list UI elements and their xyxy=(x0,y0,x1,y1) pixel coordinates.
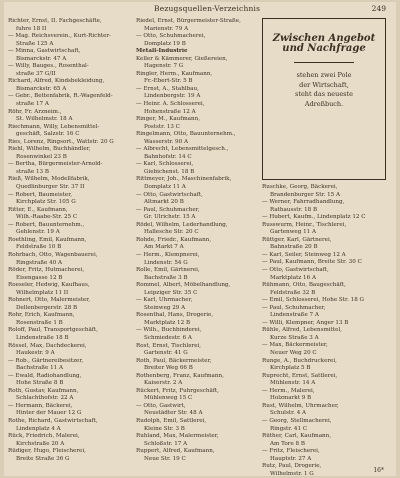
directory-entry: Röder, Fritz, Hutmacherei, xyxy=(8,267,85,274)
directory-entry: Hallesche Str. 20 C xyxy=(144,229,199,236)
directory-entry: Röhr, Fr. Arzneim., xyxy=(8,108,62,115)
directory-entry: — Paul, Schuhmacher, xyxy=(262,304,326,311)
directory-entry: Wilhelmplatz 11 II xyxy=(16,289,69,296)
directory-entry: Rüdiger, Hugo, Fleischerei, xyxy=(8,448,86,455)
directory-entry: — Otto, Schuhmacherei, xyxy=(136,33,206,40)
directory-entry: Bahnstraße 20 B xyxy=(270,244,318,251)
directory-entry: Roethling, Emil, Kaufmann, xyxy=(8,236,87,243)
directory-entry: Schmiedestr. 6 A xyxy=(144,334,192,341)
ad-heading-line-2: und Nachfrage xyxy=(282,42,366,54)
directory-entry: Rosenwinkel 23 B xyxy=(16,153,67,160)
directory-entry: Hohenstraße 12 A xyxy=(144,108,196,115)
directory-entry: — Herm., Malerei, xyxy=(262,387,315,394)
directory-entry: Rieß, Wilhelm, Modellfabrik, xyxy=(8,176,90,183)
directory-entry: Mühlenstr. 14 A xyxy=(270,380,316,387)
directory-entry: Gartenstr. 41 G xyxy=(144,350,188,357)
directory-entry: Kaiserstr. 2 A xyxy=(144,380,183,387)
page-number: 249 xyxy=(371,4,386,13)
directory-entry: Runge, A., Buchdruckerei, xyxy=(262,357,337,364)
directory-entry: Rathausstr. 18 B xyxy=(270,206,318,213)
directory-entry: Richard, Alfred, Kindsbekleidung, xyxy=(8,78,105,85)
directory-entry: Dellenbergerstr. 28 B xyxy=(16,304,78,311)
directory-entry: fuhre 18 II xyxy=(16,25,47,32)
directory-entry: — Hermann, Bäckerei, xyxy=(8,402,73,409)
column-right-list xyxy=(262,184,386,478)
directory-entry: Eisengasse 12 B xyxy=(16,274,63,281)
directory-entry: Poststr. 13 C xyxy=(144,123,180,130)
directory-entry: Bachstraße 3 B xyxy=(144,274,188,281)
directory-entry: Fr.-Ebert-Str. 5 B xyxy=(144,78,193,85)
directory-entry: Lindenplatz 4 A xyxy=(16,425,61,432)
directory-entry: Roth, Paul, Bäckermeister, xyxy=(136,357,212,364)
directory-entry: Rohde, Friedr., Kaufmann, xyxy=(136,236,212,243)
directory-entry: Wilhelmstr. 1 G xyxy=(270,470,314,477)
directory-entry: — Ernst, A., Stahlbau, xyxy=(136,85,199,92)
directory-entry: — Otto, Gastwirtschaft, xyxy=(136,191,203,198)
directory-entry: Riechmann, Willy, Lebensmittel- xyxy=(8,123,100,130)
directory-entry: Brandenburger Str. 15 A xyxy=(270,191,341,198)
directory-page xyxy=(4,2,396,476)
directory-entry: St. Wilhelmstr. 18 A xyxy=(16,116,73,123)
directory-entry: Kirchplatz 5 B xyxy=(270,365,311,372)
directory-entry: Rolle, Emil, Gärtnerei, xyxy=(136,267,200,274)
directory-entry: Wilh.-Raabe-Str. 25 C xyxy=(16,214,78,221)
directory-entry: — Wilh., Buchbinderei, xyxy=(136,327,202,334)
directory-entry: Neuer Weg 20 C xyxy=(270,350,317,357)
directory-entry: Ringelmann, Otto, Bauunternehm., xyxy=(136,131,236,138)
directory-entry: Quedlinburger Str. 37 II xyxy=(16,184,85,191)
directory-entry: Roeseler, Hedwig, Kaufhaus, xyxy=(8,282,90,289)
directory-entry: Holzmarkt 9 B xyxy=(270,395,312,402)
directory-entry: Neue Str. 19 C xyxy=(144,455,186,462)
directory-entry: — Emil, Schlosserei, Hohe Str. 18 G xyxy=(262,297,364,304)
directory-entry: Hagenstr. 7 G xyxy=(144,63,184,70)
directory-entry: Bachstraße 11 A xyxy=(16,365,64,372)
directory-entry: Rück, Friedrich, Malerei, xyxy=(8,433,80,440)
running-title: Bezugsquellen-Verzeichnis xyxy=(154,4,261,13)
directory-entry: Gartenweg 11 A xyxy=(270,229,317,236)
directory-entry: Rohrbach, Otto, Wagenbauerei, xyxy=(8,251,98,258)
directory-entry: — Otto, Gastwirt, xyxy=(136,402,186,409)
directory-entry: Riehl, Wilhelm, Buchhändler, xyxy=(8,146,91,153)
directory-entry: Rost, Ernst, Tischlerei, xyxy=(136,342,202,349)
section-heading: Metall-Industrie xyxy=(136,48,188,55)
ad-heading-line-1: Zwischen Angebot xyxy=(272,33,376,44)
directory-entry: Riedel, Ernst, Bürgermeister-Straße, xyxy=(136,18,241,24)
directory-entry: Rommel, Albert, Möbelhandlung, xyxy=(136,282,231,289)
directory-entry: — Hubert, Kaufm., Lindenplatz 12 C xyxy=(262,214,366,221)
ad-divider xyxy=(294,62,354,63)
directory-entry: Rittmeyer, Joh., Maschinenfabrik, xyxy=(136,176,232,183)
directory-entry: Rothe, Richard, Gastwirtschaft, xyxy=(8,417,98,424)
directory-entry: Ruhland, Max, Malermeister, xyxy=(136,433,219,440)
directory-entry: Ries, Lorenz, Ringsort., Wattstr. 20 G xyxy=(8,138,114,145)
directory-entry: Rothenberg, Franz, Kaufmann, xyxy=(136,372,224,379)
directory-entry: Keller & Kämmerer, Gießereien, xyxy=(136,55,228,62)
directory-entry: Am Markt 7 A xyxy=(144,244,184,251)
directory-entry: Rutz, Paul, Drogerie, xyxy=(262,463,322,470)
directory-entry: — Rob., Gärtnereibesitzer, xyxy=(8,357,84,364)
directory-entry: — Ewald, Radiohandlung, xyxy=(8,372,82,379)
ad-text-line-2: der Wirtschaft, xyxy=(299,80,349,89)
directory-entry: — Willi, Klempner, Anger 13 B xyxy=(262,319,349,326)
directory-entry: — Karl, Schlosserei, xyxy=(136,161,194,168)
directory-entry: Rüttger, Karl, Gärtnerei, xyxy=(262,236,332,243)
directory-entry: Rust, Wilhelm, Uhrmacher, xyxy=(262,402,339,409)
column-left xyxy=(8,18,132,463)
directory-entry: Hinter der Mauer 12 G xyxy=(16,410,82,417)
directory-entry: Rohnert, Otto, Malermeister, xyxy=(8,297,91,304)
directory-entry: — Minna, Gastwirtschaft, xyxy=(8,48,81,55)
directory-entry: Am Tore 8 B xyxy=(270,440,305,447)
directory-entry: Kleine Str. 3 B xyxy=(144,425,185,432)
directory-entry: Kirchstraße 20 A xyxy=(16,440,65,447)
ad-text-line-1: stehen zwei Pole xyxy=(296,71,352,80)
directory-entry: Lindenbergstr. 19 A xyxy=(144,93,201,100)
directory-entry: — Karl, Seiler, Steinweg 12 A xyxy=(262,251,346,258)
directory-entry: Rödel, Wilhelm, Lederhandlung, xyxy=(136,221,228,228)
directory-entry: Lindenstraße 7 A xyxy=(270,312,319,319)
ad-text-line-3: steht das neueste xyxy=(295,90,353,99)
directory-entry: — Georg, Stellmacherei, xyxy=(262,417,332,424)
directory-entry: Ringler, Herm., Kaufmann, xyxy=(136,70,213,77)
directory-entry: Steinweg 29 A xyxy=(144,304,186,311)
directory-entry: Gehlenstr. 19 A xyxy=(16,229,60,236)
directory-entry: — Paul, Kaufmann, Breite Str. 30 C xyxy=(262,259,362,266)
directory-entry: Russwurm, Heinr., Tischlerei, xyxy=(262,221,347,228)
directory-entry: Marktplatz 12 B xyxy=(144,319,191,326)
directory-entry: — Bertha, Bürgermeister-Arnold- xyxy=(8,161,103,168)
directory-entry: — Heinr. A. Schlosserei, xyxy=(136,101,205,108)
directory-entry: Schulstr. 4 A xyxy=(270,410,307,417)
directory-entry: straße 17 A xyxy=(16,101,49,108)
directory-entry: Rohr, Erich, Kaufmann, xyxy=(8,312,75,319)
directory-entry: Rosenstraße 1 B xyxy=(16,319,63,326)
directory-entry: Giebichenst. 18 B xyxy=(144,168,195,175)
directory-entry: Rüther, Carl, Kaufmann, xyxy=(262,433,332,440)
signature-mark: 16* xyxy=(373,467,384,474)
directory-entry: Ringstr. 41 C xyxy=(270,425,308,432)
directory-entry: Hohe Straße 8 B xyxy=(16,380,64,387)
directory-entry: Ruprecht, Ernst, Sattlerei, xyxy=(262,372,338,379)
directory-entry: — Albrecht, Lebensmittelgesch., xyxy=(136,146,229,153)
directory-entry: Bismarckstr. 47 A xyxy=(16,55,67,62)
column-middle xyxy=(136,18,260,463)
directory-entry: Lindenstraße 18 B xyxy=(16,334,69,341)
directory-entry: Feldstraße 32 B xyxy=(270,289,316,296)
directory-entry: Kurze Straße 3 A xyxy=(270,334,319,341)
directory-entry: straße 37 G/II xyxy=(16,70,56,77)
directory-entry: Altmarkt 20 B xyxy=(144,199,184,206)
directory-entry: Marktplatz 16 A xyxy=(270,274,316,281)
directory-entry: straße 13 B xyxy=(16,168,49,175)
ad-text-line-4: Adreßbuch. xyxy=(304,99,344,108)
directory-entry: Richter, Ernst, II. Fachgeschäfte, xyxy=(8,18,102,24)
directory-entry: Rühmann, Otto, Baugeschäft, xyxy=(262,282,346,289)
directory-entry: Mühlenweg 15 C xyxy=(144,395,193,402)
directory-entry: Rössel, Max, Dachdeckerei, xyxy=(8,342,87,349)
directory-entry: Haukestr. 9 A xyxy=(16,350,55,357)
directory-entry: Breite Straße 36 G xyxy=(16,455,70,462)
directory-entry: Ritter, E., Kaufmann, xyxy=(8,206,68,213)
directory-entry: — Gebr., Bettenfabrik, R.-Wagenfeld- xyxy=(8,93,113,100)
directory-entry: — Paul, Schuhmacher, xyxy=(136,206,200,213)
directory-entry: Feldstraße 10 B xyxy=(16,244,62,251)
directory-entry: Rückert, Fritz, Fuhrgeschäft, xyxy=(136,387,219,394)
directory-entry: Bismarckstr. 65 A xyxy=(16,85,67,92)
directory-entry: Ruppert, Alfred, Kaufmann, xyxy=(136,448,215,455)
directory-entry: — Mag. Reichsverein., Kurt-Richter- xyxy=(8,33,111,40)
directory-entry: Bahnhofstr. 14 C xyxy=(144,153,192,160)
directory-entry: Schlachthofstr. 22 A xyxy=(16,395,74,402)
directory-entry: Lindenstr. 54 G xyxy=(144,259,188,266)
directory-entry: Neustädter Str. 48 A xyxy=(144,410,203,417)
directory-entry: Domplatz 19 B xyxy=(144,40,186,47)
directory-entry: — Robert, Bauunternehm., xyxy=(8,221,85,228)
directory-entry: Kirchplatz Str. 105 G xyxy=(16,199,76,206)
directory-entry: — Karl, Uhrmacher, xyxy=(136,297,193,304)
directory-entry: Straße 125 A xyxy=(16,40,54,47)
directory-entry: — Werner, Fahrradhandlung, xyxy=(262,199,345,206)
directory-entry: Gr. Ulrichstr. 15 A xyxy=(144,214,196,221)
directory-entry: Roloff, Paul, Transportgeschäft, xyxy=(8,327,98,334)
directory-entry: — Willy, Bauges., Rosenthal- xyxy=(8,63,89,70)
directory-entry: Ringstraße 40 A xyxy=(16,259,63,266)
directory-entry: Leipziger Str. 35 C xyxy=(144,289,198,296)
directory-entry: — Robert, Baumeister, xyxy=(8,191,73,198)
page-header xyxy=(4,4,396,18)
advertisement-box xyxy=(262,18,386,180)
directory-entry: geschäft, Salzstr. 16 C xyxy=(16,131,80,138)
directory-entry: Schloßstr. 17 A xyxy=(144,440,188,447)
directory-entry: Domplatz 11 A xyxy=(144,184,186,191)
directory-entry: Roth, Gustav, Kaufmann, xyxy=(8,387,79,394)
directory-entry: Ringer, M., Kaufmann, xyxy=(136,116,200,123)
directory-entry: Breiter Weg 66 B xyxy=(144,365,193,372)
directory-entry: — Herm., Klempnerei, xyxy=(136,251,200,258)
directory-entry: Rosenthal, Hans, Drogerie, xyxy=(136,312,214,319)
directory-entry: Ruschke, Georg, Bäckerei, xyxy=(262,184,338,190)
directory-entry: Wasserstr. 90 A xyxy=(144,138,188,145)
directory-entry: Hauptstr. 27 A xyxy=(270,455,312,462)
directory-entry: — Max, Bäckermeister, xyxy=(262,342,328,349)
directory-entry: Rudolph, Emil, Sattlerei, xyxy=(136,417,207,424)
directory-entry: Rühle, Alfred, Lebensmittel, xyxy=(262,327,342,334)
directory-entry: Marienstr. 79 A xyxy=(144,25,189,32)
directory-entry: — Fritz, Fleischerei, xyxy=(262,448,320,455)
directory-entry: — Otto, Gastwirtschaft, xyxy=(262,267,329,274)
